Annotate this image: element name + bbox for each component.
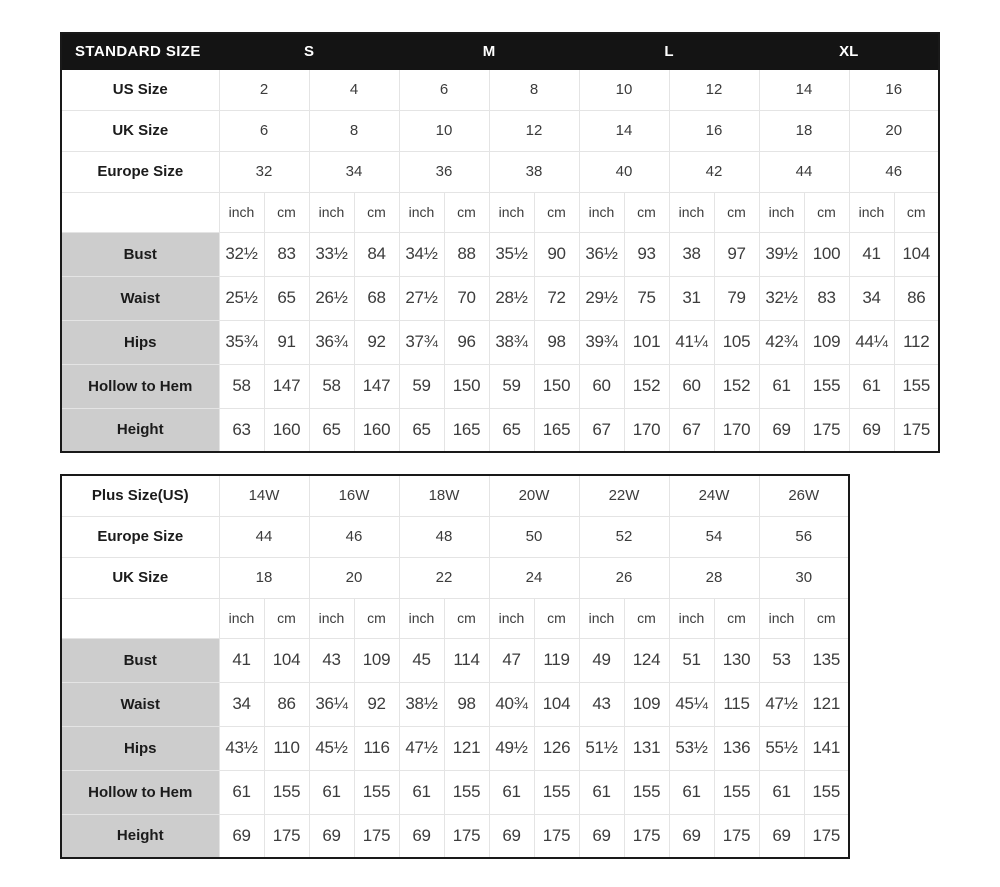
- table-row: [61, 69, 939, 110]
- measure-cell: 116: [354, 726, 399, 770]
- size-cell: 44: [219, 516, 309, 557]
- measure-cell: 175: [354, 814, 399, 858]
- size-cell: 46: [309, 516, 399, 557]
- row-label: Hips: [61, 320, 219, 364]
- size-cell: 24: [489, 557, 579, 598]
- size-cell: 36: [399, 151, 489, 192]
- measure-cell: 65: [489, 408, 534, 452]
- size-cell: 22W: [579, 475, 669, 516]
- size-cell: 10: [579, 69, 669, 110]
- unit-cell: cm: [264, 192, 309, 232]
- measure-cell: 38¾: [489, 320, 534, 364]
- measure-cell: 97: [714, 232, 759, 276]
- unit-cell: cm: [714, 192, 759, 232]
- measure-cell: 60: [669, 364, 714, 408]
- measure-cell: 58: [309, 364, 354, 408]
- table-row: [61, 726, 849, 770]
- size-group-header-row: [61, 33, 939, 69]
- unit-cell: cm: [804, 598, 849, 638]
- unit-cell: inch: [579, 598, 624, 638]
- measure-cell: 75: [624, 276, 669, 320]
- measure-cell: 92: [354, 682, 399, 726]
- unit-cell: inch: [219, 192, 264, 232]
- measure-cell: 55½: [759, 726, 804, 770]
- unit-cell: inch: [399, 598, 444, 638]
- size-cell: 26: [579, 557, 669, 598]
- measure-cell: 25½: [219, 276, 264, 320]
- measure-cell: 70: [444, 276, 489, 320]
- measure-cell: 175: [894, 408, 939, 452]
- measure-cell: 105: [714, 320, 759, 364]
- measure-cell: 114: [444, 638, 489, 682]
- size-cell: 40: [579, 151, 669, 192]
- row-label: Europe Size: [61, 516, 219, 557]
- measure-cell: 65: [399, 408, 444, 452]
- measure-cell: 160: [264, 408, 309, 452]
- measure-cell: 61: [759, 364, 804, 408]
- table-row: [61, 192, 939, 232]
- measure-cell: 43½: [219, 726, 264, 770]
- measure-cell: 170: [624, 408, 669, 452]
- measure-cell: 36¼: [309, 682, 354, 726]
- row-label: UK Size: [61, 557, 219, 598]
- size-cell: 12: [669, 69, 759, 110]
- standard-size-table: [60, 32, 940, 453]
- size-cell: 12: [489, 110, 579, 151]
- measure-cell: 33½: [309, 232, 354, 276]
- size-cell: 56: [759, 516, 849, 557]
- measure-cell: 28½: [489, 276, 534, 320]
- measure-cell: 26½: [309, 276, 354, 320]
- measure-cell: 61: [759, 770, 804, 814]
- measure-cell: 175: [624, 814, 669, 858]
- size-cell: 26W: [759, 475, 849, 516]
- measure-cell: 35½: [489, 232, 534, 276]
- measure-cell: 86: [894, 276, 939, 320]
- measure-cell: 45: [399, 638, 444, 682]
- size-cell: 2: [219, 69, 309, 110]
- unit-cell: cm: [444, 192, 489, 232]
- size-cell: 46: [849, 151, 939, 192]
- size-cell: 44: [759, 151, 849, 192]
- measure-cell: 41: [219, 638, 264, 682]
- measure-cell: 175: [804, 408, 849, 452]
- size-group-label: XL: [759, 33, 939, 69]
- measure-cell: 104: [264, 638, 309, 682]
- measure-cell: 39½: [759, 232, 804, 276]
- unit-cell: cm: [534, 598, 579, 638]
- measure-cell: 61: [399, 770, 444, 814]
- unit-cell: cm: [444, 598, 489, 638]
- measure-cell: 83: [264, 232, 309, 276]
- measure-cell: 69: [579, 814, 624, 858]
- size-cell: 14: [759, 69, 849, 110]
- measure-cell: 29½: [579, 276, 624, 320]
- row-label: [61, 192, 219, 232]
- size-cell: 42: [669, 151, 759, 192]
- size-cell: 20W: [489, 475, 579, 516]
- measure-cell: 175: [264, 814, 309, 858]
- measure-cell: 67: [669, 408, 714, 452]
- size-cell: 54: [669, 516, 759, 557]
- unit-cell: inch: [489, 192, 534, 232]
- table-row: [61, 151, 939, 192]
- measure-cell: 110: [264, 726, 309, 770]
- measure-cell: 27½: [399, 276, 444, 320]
- measure-cell: 61: [219, 770, 264, 814]
- measure-cell: 96: [444, 320, 489, 364]
- size-cell: 38: [489, 151, 579, 192]
- measure-cell: 83: [804, 276, 849, 320]
- measure-cell: 69: [309, 814, 354, 858]
- row-label: Height: [61, 814, 219, 858]
- measure-cell: 32½: [219, 232, 264, 276]
- measure-cell: 131: [624, 726, 669, 770]
- measure-cell: 155: [264, 770, 309, 814]
- unit-cell: cm: [894, 192, 939, 232]
- measure-cell: 47½: [759, 682, 804, 726]
- measure-cell: 69: [489, 814, 534, 858]
- size-cell: 32: [219, 151, 309, 192]
- measure-cell: 45½: [309, 726, 354, 770]
- measure-cell: 130: [714, 638, 759, 682]
- measure-cell: 60: [579, 364, 624, 408]
- table-row: [61, 814, 849, 858]
- measure-cell: 69: [399, 814, 444, 858]
- measure-cell: 155: [354, 770, 399, 814]
- row-label: Hips: [61, 726, 219, 770]
- table-title: STANDARD SIZE: [61, 33, 219, 69]
- size-cell: 14W: [219, 475, 309, 516]
- size-cell: 16: [849, 69, 939, 110]
- unit-cell: cm: [804, 192, 849, 232]
- measure-cell: 44¼: [849, 320, 894, 364]
- measure-cell: 69: [759, 408, 804, 452]
- unit-cell: cm: [624, 598, 669, 638]
- measure-cell: 69: [849, 408, 894, 452]
- table-row: [61, 475, 849, 516]
- size-cell: 10: [399, 110, 489, 151]
- measure-cell: 90: [534, 232, 579, 276]
- table-row: [61, 364, 939, 408]
- measure-cell: 101: [624, 320, 669, 364]
- measure-cell: 155: [444, 770, 489, 814]
- size-cell: 34: [309, 151, 399, 192]
- size-cell: 4: [309, 69, 399, 110]
- measure-cell: 91: [264, 320, 309, 364]
- measure-cell: 59: [399, 364, 444, 408]
- size-cell: 24W: [669, 475, 759, 516]
- measure-cell: 51: [669, 638, 714, 682]
- measure-cell: 51½: [579, 726, 624, 770]
- size-cell: 18W: [399, 475, 489, 516]
- measure-cell: 41¼: [669, 320, 714, 364]
- measure-cell: 175: [714, 814, 759, 858]
- unit-cell: inch: [759, 192, 804, 232]
- measure-cell: 43: [309, 638, 354, 682]
- measure-cell: 69: [219, 814, 264, 858]
- row-label: Waist: [61, 682, 219, 726]
- unit-cell: inch: [759, 598, 804, 638]
- measure-cell: 49: [579, 638, 624, 682]
- measure-cell: 63: [219, 408, 264, 452]
- measure-cell: 40¾: [489, 682, 534, 726]
- measure-cell: 58: [219, 364, 264, 408]
- measure-cell: 150: [534, 364, 579, 408]
- measure-cell: 42¾: [759, 320, 804, 364]
- plus-size-table: [60, 474, 850, 859]
- measure-cell: 72: [534, 276, 579, 320]
- measure-cell: 104: [894, 232, 939, 276]
- measure-cell: 175: [444, 814, 489, 858]
- unit-cell: cm: [354, 192, 399, 232]
- measure-cell: 32½: [759, 276, 804, 320]
- row-label: Waist: [61, 276, 219, 320]
- size-cell: 28: [669, 557, 759, 598]
- unit-cell: inch: [669, 192, 714, 232]
- table-row: [61, 557, 849, 598]
- size-cell: 20: [849, 110, 939, 151]
- size-cell: 18: [759, 110, 849, 151]
- row-label: Bust: [61, 638, 219, 682]
- unit-cell: inch: [399, 192, 444, 232]
- measure-cell: 34: [849, 276, 894, 320]
- measure-cell: 136: [714, 726, 759, 770]
- measure-cell: 165: [534, 408, 579, 452]
- row-label: Plus Size(US): [61, 475, 219, 516]
- size-cell: 20: [309, 557, 399, 598]
- measure-cell: 152: [714, 364, 759, 408]
- measure-cell: 141: [804, 726, 849, 770]
- measure-cell: 170: [714, 408, 759, 452]
- measure-cell: 109: [804, 320, 849, 364]
- measure-cell: 109: [624, 682, 669, 726]
- table-row: [61, 598, 849, 638]
- size-cell: 6: [219, 110, 309, 151]
- measure-cell: 160: [354, 408, 399, 452]
- unit-cell: cm: [624, 192, 669, 232]
- measure-cell: 98: [444, 682, 489, 726]
- table-row: [61, 408, 939, 452]
- measure-cell: 175: [534, 814, 579, 858]
- size-cell: 48: [399, 516, 489, 557]
- size-group-label: S: [219, 33, 399, 69]
- measure-cell: 165: [444, 408, 489, 452]
- row-label: Europe Size: [61, 151, 219, 192]
- measure-cell: 61: [309, 770, 354, 814]
- row-label: Height: [61, 408, 219, 452]
- measure-cell: 35¾: [219, 320, 264, 364]
- measure-cell: 84: [354, 232, 399, 276]
- measure-cell: 155: [894, 364, 939, 408]
- measure-cell: 61: [849, 364, 894, 408]
- measure-cell: 124: [624, 638, 669, 682]
- measure-cell: 38: [669, 232, 714, 276]
- table-row: [61, 276, 939, 320]
- measure-cell: 65: [309, 408, 354, 452]
- measure-cell: 69: [669, 814, 714, 858]
- size-cell: 50: [489, 516, 579, 557]
- measure-cell: 88: [444, 232, 489, 276]
- unit-cell: inch: [489, 598, 534, 638]
- unit-cell: inch: [669, 598, 714, 638]
- measure-cell: 36¾: [309, 320, 354, 364]
- unit-cell: inch: [309, 192, 354, 232]
- unit-cell: cm: [264, 598, 309, 638]
- measure-cell: 49½: [489, 726, 534, 770]
- measure-cell: 47: [489, 638, 534, 682]
- measure-cell: 155: [624, 770, 669, 814]
- row-label: [61, 598, 219, 638]
- size-group-label: M: [399, 33, 579, 69]
- measure-cell: 38½: [399, 682, 444, 726]
- size-cell: 22: [399, 557, 489, 598]
- measure-cell: 126: [534, 726, 579, 770]
- table-row: [61, 232, 939, 276]
- unit-cell: inch: [309, 598, 354, 638]
- measure-cell: 69: [759, 814, 804, 858]
- size-cell: 16W: [309, 475, 399, 516]
- measure-cell: 67: [579, 408, 624, 452]
- size-cell: 52: [579, 516, 669, 557]
- measure-cell: 31: [669, 276, 714, 320]
- row-label: UK Size: [61, 110, 219, 151]
- measure-cell: 65: [264, 276, 309, 320]
- measure-cell: 37¾: [399, 320, 444, 364]
- table-row: [61, 770, 849, 814]
- measure-cell: 147: [264, 364, 309, 408]
- measure-cell: 104: [534, 682, 579, 726]
- table-row: [61, 110, 939, 151]
- measure-cell: 41: [849, 232, 894, 276]
- measure-cell: 86: [264, 682, 309, 726]
- size-cell: 16: [669, 110, 759, 151]
- measure-cell: 121: [444, 726, 489, 770]
- unit-cell: inch: [849, 192, 894, 232]
- measure-cell: 53½: [669, 726, 714, 770]
- measure-cell: 155: [534, 770, 579, 814]
- measure-cell: 155: [804, 770, 849, 814]
- measure-cell: 61: [579, 770, 624, 814]
- measure-cell: 34½: [399, 232, 444, 276]
- measure-cell: 121: [804, 682, 849, 726]
- size-cell: 30: [759, 557, 849, 598]
- size-cell: 8: [489, 69, 579, 110]
- size-group-label: L: [579, 33, 759, 69]
- size-cell: 18: [219, 557, 309, 598]
- measure-cell: 92: [354, 320, 399, 364]
- measure-cell: 115: [714, 682, 759, 726]
- measure-cell: 152: [624, 364, 669, 408]
- measure-cell: 53: [759, 638, 804, 682]
- measure-cell: 39¾: [579, 320, 624, 364]
- measure-cell: 100: [804, 232, 849, 276]
- measure-cell: 109: [354, 638, 399, 682]
- measure-cell: 68: [354, 276, 399, 320]
- row-label: Hollow to Hem: [61, 364, 219, 408]
- table-row: [61, 682, 849, 726]
- row-label: Bust: [61, 232, 219, 276]
- measure-cell: 61: [669, 770, 714, 814]
- measure-cell: 119: [534, 638, 579, 682]
- size-cell: 14: [579, 110, 669, 151]
- unit-cell: inch: [579, 192, 624, 232]
- measure-cell: 34: [219, 682, 264, 726]
- table-row: [61, 638, 849, 682]
- measure-cell: 155: [714, 770, 759, 814]
- measure-cell: 150: [444, 364, 489, 408]
- unit-cell: cm: [714, 598, 759, 638]
- measure-cell: 79: [714, 276, 759, 320]
- row-label: Hollow to Hem: [61, 770, 219, 814]
- unit-cell: inch: [219, 598, 264, 638]
- measure-cell: 43: [579, 682, 624, 726]
- unit-cell: cm: [534, 192, 579, 232]
- measure-cell: 93: [624, 232, 669, 276]
- measure-cell: 147: [354, 364, 399, 408]
- size-cell: 8: [309, 110, 399, 151]
- measure-cell: 98: [534, 320, 579, 364]
- unit-cell: cm: [354, 598, 399, 638]
- size-cell: 6: [399, 69, 489, 110]
- measure-cell: 36½: [579, 232, 624, 276]
- measure-cell: 135: [804, 638, 849, 682]
- measure-cell: 45¼: [669, 682, 714, 726]
- measure-cell: 175: [804, 814, 849, 858]
- measure-cell: 47½: [399, 726, 444, 770]
- row-label: US Size: [61, 69, 219, 110]
- measure-cell: 112: [894, 320, 939, 364]
- measure-cell: 61: [489, 770, 534, 814]
- table-row: [61, 516, 849, 557]
- measure-cell: 59: [489, 364, 534, 408]
- measure-cell: 155: [804, 364, 849, 408]
- table-row: [61, 320, 939, 364]
